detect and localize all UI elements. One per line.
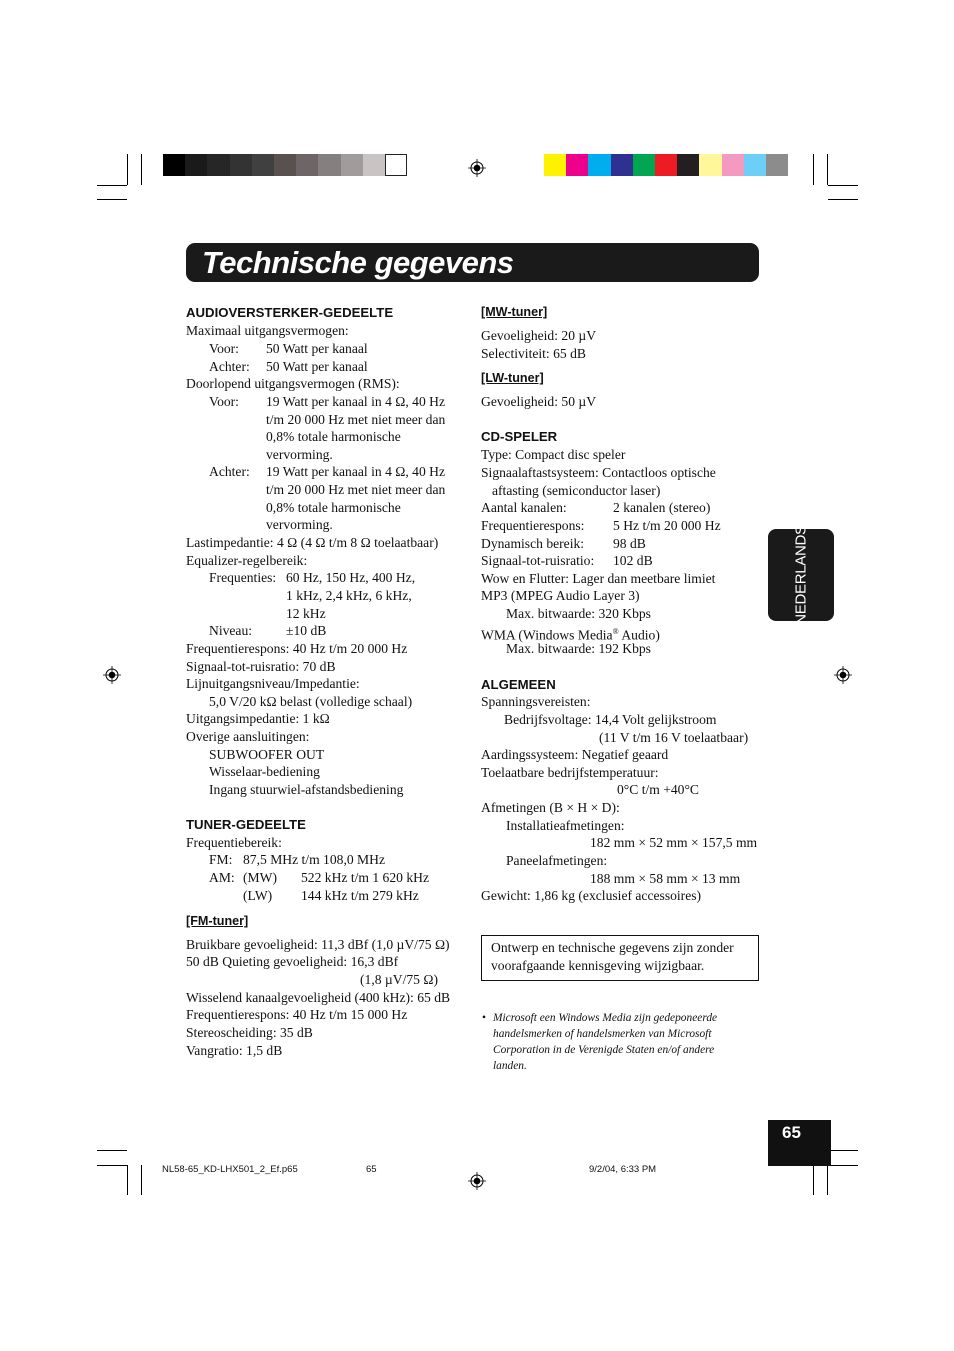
spec-line: Paneelafmetingen: (506, 853, 608, 868)
spec-line: 50 dB Quieting gevoeligheid: 16,3 dBf (186, 954, 399, 969)
crop-mark (141, 154, 142, 185)
slug-page: 65 (366, 1164, 377, 1175)
spec-line: 1 kHz, 2,4 kHz, 6 kHz, (286, 588, 412, 603)
color-swatch (385, 154, 407, 176)
section-heading: ALGEMEEN (481, 677, 556, 692)
slug-filename: NL58-65_KD-LHX501_2_Ef.p65 (162, 1164, 298, 1175)
spec-line: Frequenties: (209, 570, 277, 585)
color-swatch (341, 154, 363, 176)
spec-line: vervorming. (266, 517, 333, 532)
spec-line: Voor: (209, 341, 239, 356)
spec-line: aftasting (semiconductor laser) (492, 483, 661, 498)
spec-line: Uitgangsimpedantie: 1 kΩ (186, 711, 330, 726)
spec-line: Bruikbare gevoeligheid: 11,3 dBf (1,0 µV/75 Ω) (186, 937, 450, 952)
spec-line: 182 mm × 52 mm × 157,5 mm (590, 835, 758, 850)
crop-mark (97, 185, 127, 186)
spec-line: (11 V t/m 16 V toelaatbaar) (599, 730, 749, 745)
section-heading: [MW-tuner] (481, 305, 548, 319)
spec-line: Ingang stuurwiel-afstandsbediening (209, 782, 404, 797)
spec-line: 5,0 V/20 kΩ belast (volledige schaal) (209, 694, 413, 709)
spec-line: t/m 20 000 Hz met niet meer dan (266, 482, 446, 497)
color-swatch (588, 154, 610, 176)
color-swatch (230, 154, 252, 176)
spec-line: SUBWOOFER OUT (209, 747, 325, 762)
spec-line: Wow en Flutter: Lager dan meetbare limiet (481, 571, 716, 586)
spec-line: Signaal-tot-ruisratio: (481, 553, 595, 568)
color-swatch (185, 154, 207, 176)
color-swatch (722, 154, 744, 176)
spec-line: Bedrijfsvoltage: 14,4 Volt gelijkstroom (504, 712, 717, 727)
spec-line-suffix: Audio) (618, 627, 660, 643)
color-swatch (363, 154, 385, 176)
spec-line: vervorming. (266, 447, 333, 462)
spec-line: t/m 20 000 Hz met niet meer dan (266, 412, 446, 427)
spec-line: 50 Watt per kanaal (266, 341, 368, 356)
spec-line: 0,8% totale harmonische (266, 429, 401, 444)
spec-line: Signaal-tot-ruisratio: 70 dB (186, 659, 336, 674)
spec-line: Niveau: (209, 623, 253, 638)
spec-line: Stereoscheiding: 35 dB (186, 1025, 313, 1040)
spec-line: Afmetingen (B × H × D): (481, 800, 620, 815)
spec-line: Type: Compact disc speler (481, 447, 626, 462)
spec-line: Aantal kanalen: (481, 500, 567, 515)
crop-mark (827, 1165, 828, 1195)
spec-line: Frequentierespons: (481, 518, 585, 533)
section-heading: CD-SPELER (481, 429, 558, 444)
section-heading: [LW-tuner] (481, 371, 544, 385)
spec-line: 12 kHz (286, 606, 326, 621)
section-heading: AUDIOVERSTERKER-GEDEELTE (186, 305, 394, 320)
page-number: 65 (782, 1123, 801, 1142)
page-number-box (768, 1120, 831, 1166)
crop-mark (141, 1165, 142, 1195)
spec-line: 50 Watt per kanaal (266, 359, 368, 374)
registration-mark-icon (468, 1172, 486, 1190)
color-swatch (655, 154, 677, 176)
spec-line: AM: (209, 870, 235, 885)
crop-mark (828, 1150, 858, 1151)
spec-line: (LW) (243, 888, 273, 903)
color-swatch (252, 154, 274, 176)
spec-line: Achter: (209, 359, 250, 374)
crop-mark (97, 199, 127, 200)
color-swatch (677, 154, 699, 176)
spec-line: Frequentiebereik: (186, 835, 282, 850)
spec-line: 0,8% totale harmonische (266, 500, 401, 515)
color-swatch (318, 154, 340, 176)
crop-mark (828, 199, 858, 200)
color-swatch (163, 154, 185, 176)
spec-line: Lastimpedantie: 4 Ω (4 Ω t/m 8 Ω toelaatbaar) (186, 535, 439, 550)
spec-line: Wisselaar-bediening (209, 764, 320, 779)
spec-line: 98 dB (613, 536, 646, 551)
spec-line: (MW) (243, 870, 277, 885)
color-swatch (544, 154, 566, 176)
spec-line: 188 mm × 58 mm × 13 mm (590, 871, 741, 886)
crop-mark (827, 154, 828, 185)
color-swatch (207, 154, 229, 176)
note-box (481, 935, 759, 981)
spec-line: Toelaatbare bedrijfstemperatuur: (481, 765, 659, 780)
spec-line: Gewicht: 1,86 kg (exclusief accessoires) (481, 888, 702, 903)
crop-mark (813, 1165, 814, 1195)
color-swatch (274, 154, 296, 176)
color-swatch (633, 154, 655, 176)
section-heading: [FM-tuner] (186, 914, 249, 928)
spec-line: WMA (Windows Media® Audio) (481, 627, 660, 643)
footnote-bullet: • (482, 1012, 486, 1024)
spec-line: 5 Hz t/m 20 000 Hz (613, 518, 721, 533)
registered-mark: ® (612, 627, 619, 636)
spec-line: Dynamisch bereik: (481, 536, 585, 551)
spec-line: Doorlopend uitgangsvermogen (RMS): (186, 376, 400, 391)
page-title: Technische gegevens (202, 245, 514, 280)
crop-mark (97, 1165, 127, 1166)
color-swatch (699, 154, 721, 176)
footnote-line: landen. (493, 1060, 527, 1072)
crop-mark (97, 1150, 127, 1151)
registration-mark-icon (468, 159, 486, 177)
spec-line: Frequentierespons: 40 Hz t/m 20 000 Hz (186, 641, 408, 656)
spec-line: MP3 (MPEG Audio Layer 3) (481, 588, 640, 603)
color-swatch (296, 154, 318, 176)
spec-line: Vangratio: 1,5 dB (186, 1043, 283, 1058)
spec-line: Gevoeligheid: 20 µV (481, 328, 597, 343)
spec-line: Wisselend kanaalgevoeligheid (400 kHz): 65 dB (186, 990, 451, 1005)
spec-line: Overige aansluitingen: (186, 729, 310, 744)
title-bar (186, 243, 759, 282)
spec-line: Voor: (209, 394, 239, 409)
spec-line: Achter: (209, 464, 250, 479)
spec-line: Selectiviteit: 65 dB (481, 346, 586, 361)
footnote-line: Microsoft een Windows Media zijn gedeponeerde (493, 1012, 718, 1024)
slug-date: 9/2/04, 6:33 PM (589, 1164, 657, 1175)
footnote-line: handelsmerken of handelsmerken van Microsoft (493, 1028, 712, 1040)
spec-line: Maximaal uitgangsvermogen: (186, 323, 349, 338)
section-heading: TUNER-GEDEELTE (186, 817, 306, 832)
color-swatch (744, 154, 766, 176)
spec-line: 60 Hz, 150 Hz, 400 Hz, (286, 570, 416, 585)
spec-line: Equalizer-regelbereik: (186, 553, 308, 568)
spec-line: 19 Watt per kanaal in 4 Ω, 40 Hz (266, 464, 446, 479)
note-line: voorafgaande kennisgeving wijzigbaar. (491, 958, 705, 973)
spec-line: 87,5 MHz t/m 108,0 MHz (243, 852, 385, 867)
spec-line: 102 dB (613, 553, 653, 568)
spec-line: ±10 dB (286, 623, 327, 638)
crop-mark (127, 1165, 128, 1195)
language-tab-label: NEDERLANDS (792, 525, 810, 625)
note-line: Ontwerp en technische gegevens zijn zonder (491, 940, 734, 955)
spec-line: 0°C t/m +40°C (617, 782, 699, 797)
spec-line: 144 kHz t/m 279 kHz (301, 888, 419, 903)
spec-line: Signaalaftastsysteem: Contactloos optische (481, 465, 716, 480)
spec-line: FM: (209, 852, 233, 867)
spec-line: 2 kanalen (stereo) (613, 500, 711, 515)
registration-mark-icon (103, 666, 121, 684)
registration-mark-icon (834, 666, 852, 684)
spec-line: Max. bitwaarde: 320 Kbps (506, 606, 651, 621)
spec-line: Aardingssysteem: Negatief geaard (481, 747, 669, 762)
color-swatch (766, 154, 788, 176)
spec-line: Lijnuitgangsniveau/Impedantie: (186, 676, 360, 691)
crop-mark (127, 154, 128, 185)
crop-mark (828, 1165, 858, 1166)
spec-line: 19 Watt per kanaal in 4 Ω, 40 Hz (266, 394, 446, 409)
spec-line: Frequentierespons: 40 Hz t/m 15 000 Hz (186, 1007, 408, 1022)
footnote-line: Corporation in de Verenigde Staten en/of andere (493, 1044, 715, 1056)
spec-line: 522 kHz t/m 1 620 kHz (301, 870, 429, 885)
spec-line: (1,8 µV/75 Ω) (360, 972, 438, 987)
crop-mark (828, 185, 858, 186)
spec-line: Gevoeligheid: 50 µV (481, 394, 597, 409)
spec-line: Installatieafmetingen: (506, 818, 625, 833)
color-swatch (611, 154, 633, 176)
spec-line: Max. bitwaarde: 192 Kbps (506, 641, 651, 656)
color-swatch (566, 154, 588, 176)
spec-line: Spanningsvereisten: (481, 694, 591, 709)
crop-mark (813, 154, 814, 185)
language-tab (768, 525, 834, 625)
